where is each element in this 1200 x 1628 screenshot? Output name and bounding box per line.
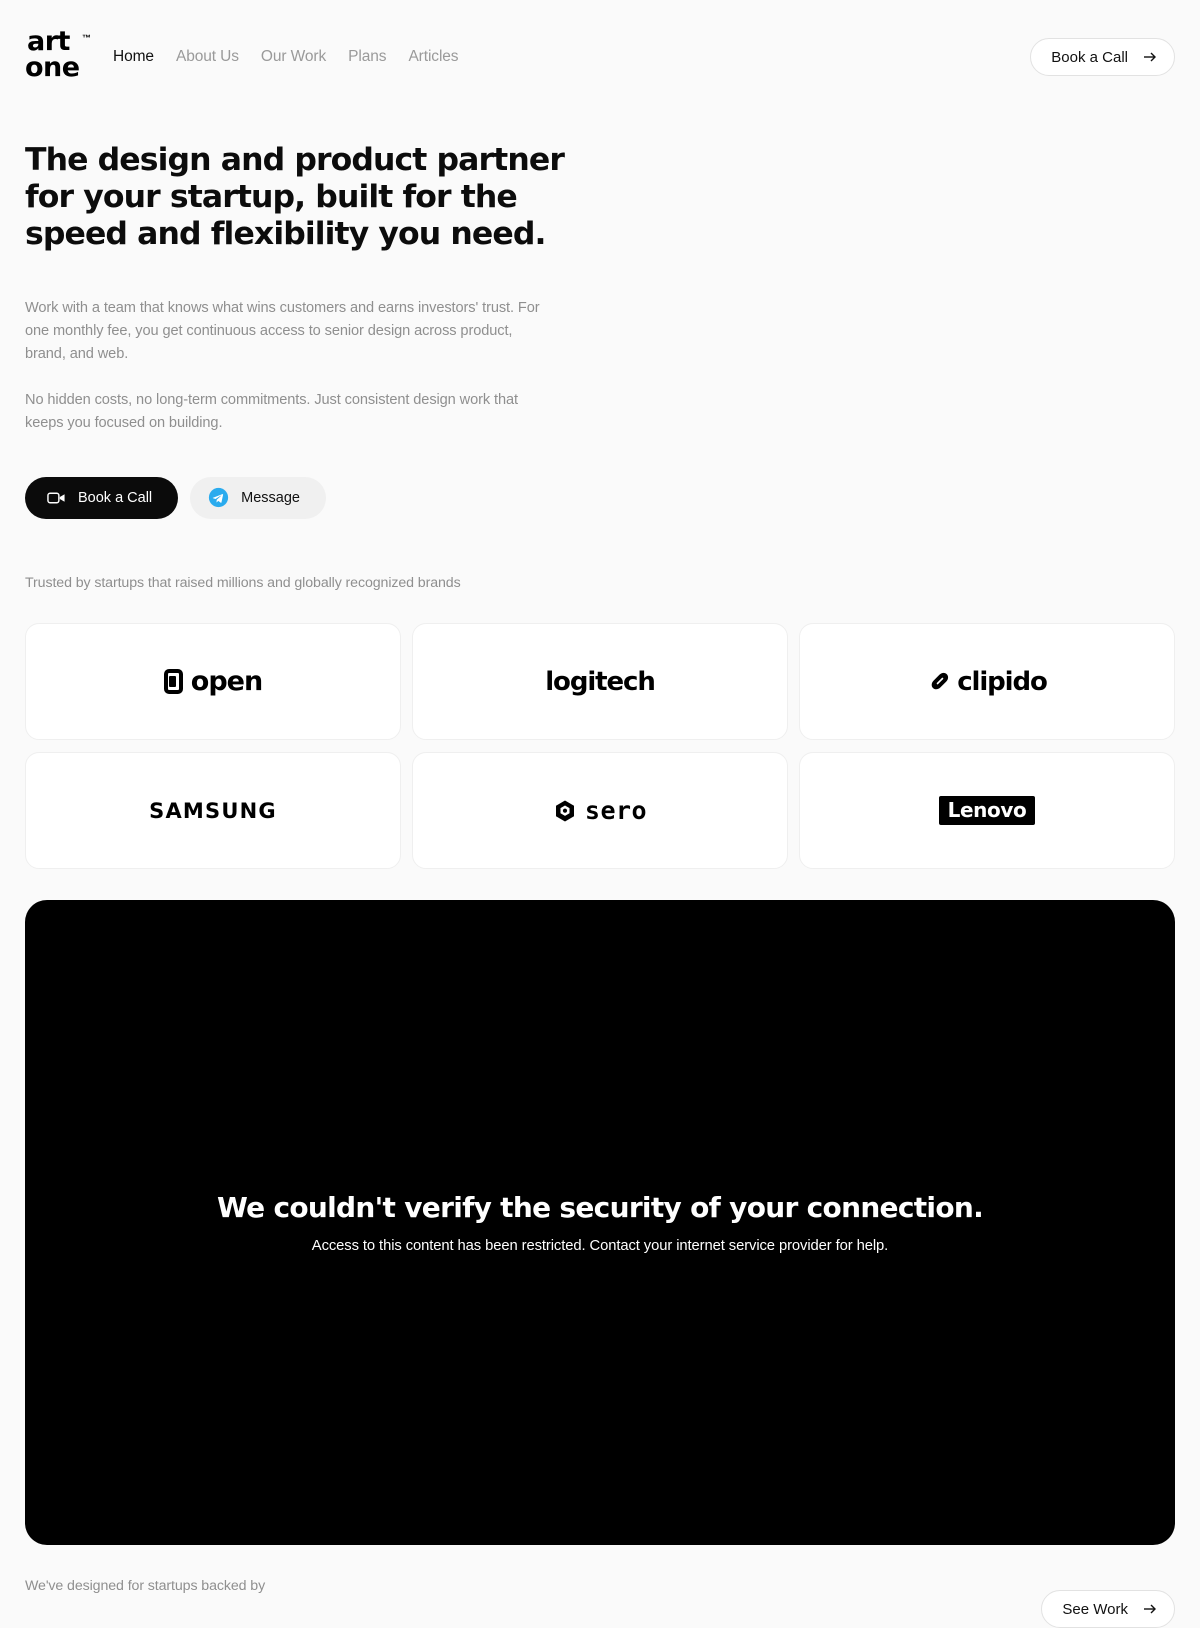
sero-mark-icon [553, 799, 577, 823]
clipido-logo-text: clipido [957, 666, 1047, 697]
video-error-panel [25, 900, 1175, 1545]
logo-line-2: one [25, 52, 80, 83]
nav-item-about-us[interactable]: About Us [175, 48, 239, 65]
arrow-right-icon [1142, 1601, 1158, 1617]
brand-card-samsung [25, 752, 401, 869]
logitech-logo [545, 667, 654, 697]
sero-logo [553, 796, 647, 825]
video-error-heading: We couldn't verify the security of your connection. [216, 1191, 984, 1224]
lenovo-logo-text: Lenovo [939, 796, 1036, 825]
telegram-icon [208, 487, 229, 508]
nav-item-our-work[interactable]: Our Work [260, 48, 327, 65]
header-book-a-call-label: Book a Call [1051, 48, 1128, 66]
brand-card-logitech [412, 623, 788, 740]
clipido-logo [927, 667, 1047, 697]
see-work-button[interactable] [1041, 1590, 1175, 1628]
arrow-right-icon [1142, 49, 1158, 65]
logitech-logo-text: logitech [545, 666, 655, 697]
samsung-logo-text: SAMSUNG [149, 798, 277, 823]
brand-card-clipido [799, 623, 1175, 740]
clipido-mark-icon [927, 669, 953, 695]
brand-card-sero [412, 752, 788, 869]
video-error-subtext: Access to this content has been restricted. Contact your internet service provider for help. [311, 1238, 889, 1254]
hero-section [25, 142, 585, 519]
brand-logo-grid [25, 623, 1175, 869]
hero-message-label: Message [241, 489, 300, 506]
open-mark-icon [164, 669, 183, 694]
backed-by-label: We've designed for startups backed by [25, 1578, 266, 1594]
hero-paragraph-1: Work with a team that knows what wins customers and earns investors' trust. For one monthly fee, you get continuous access to senior design across product, brand, and web. [25, 300, 540, 362]
trusted-by-label: Trusted by startups that raised millions and globally recognized brands [25, 575, 461, 591]
hero-book-a-call-button[interactable] [25, 477, 178, 519]
header-book-a-call-button[interactable] [1030, 38, 1175, 76]
sero-logo-text: sero [584, 796, 648, 825]
hero-heading: The design and product partner for your startup, built for the speed and flexibility you need. [25, 142, 564, 252]
see-work-label: See Work [1062, 1600, 1128, 1618]
main-nav [113, 48, 458, 66]
logo[interactable] [25, 26, 91, 87]
nav-item-home[interactable]: Home [113, 48, 154, 65]
hero-message-button[interactable] [190, 477, 326, 519]
lenovo-logo [939, 796, 1036, 825]
hero-book-a-call-label: Book a Call [78, 489, 153, 506]
nav-item-plans[interactable]: Plans [348, 48, 387, 65]
trademark-symbol: ™ [82, 33, 91, 43]
logo-line-1: art [27, 26, 70, 57]
brand-card-open [25, 623, 401, 740]
brand-card-lenovo [799, 752, 1175, 869]
nav-item-articles[interactable]: Articles [408, 48, 459, 65]
hero-paragraph-2: No hidden costs, no long-term commitments. Just consistent design work that keeps you focused on building. [25, 392, 518, 432]
site-header [0, 0, 1200, 112]
video-camera-icon [47, 491, 66, 505]
samsung-logo [149, 799, 277, 823]
open-logo [164, 666, 262, 697]
open-logo-text: open [190, 666, 263, 697]
hero-buttons [25, 477, 585, 519]
